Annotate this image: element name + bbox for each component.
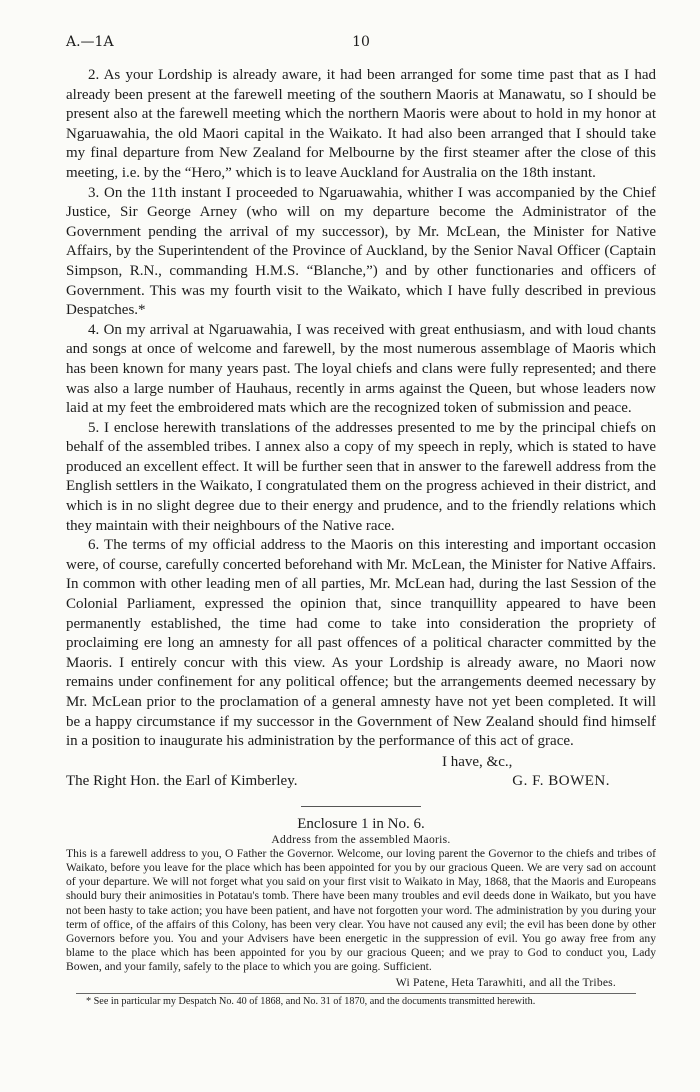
paragraph-6: 6. The terms of my official address to the Maoris on this interesting and important occasion were, of course, carefully concerted beforehand with Mr. McLean, the Minister for Native Affairs. In common with other leading men of all parties, Mr. McLean had, during the last Session of the Colonial Parliament, expressed the opinion that, since tranquillity appeared to have been permanently established, the time had come to take into consideration the propriety of proclaiming ere long an amnesty for all past offences of a political character committed by the Maoris. I entirely concur with this view. As your Lordship is already aware, no Maori now remains under confinement for any political offence; but the arrangements deemed necessary by Mr. McLean prior to the proclamation of a general amnesty have not yet been completed. It will be a happy circumstance if my successor in the Government of New Zealand should find himself in a position to inaugurate his administration by the performance of this act of grace.: [66, 537, 656, 750]
running-header: [66, 34, 656, 54]
enclosure-text: This is a farewell address to you, O Father the Governor. Welcome, our loving parent the Governor to the chiefs and tribes of Waikato, before you leave for the place which has been appointed for you by our gracious Queen. We are very sad on account of your departure. We will not forget what you said on your first visit to Waikato in May, 1868, that the Maoris and Europeans should bury their animosities in Potatau's tomb. There have been many troubles and evil deeds done in Waikato, but you have not been hasty to take action; you have been patient, and have not forgotten your word. The administration by you during your term of office, of the affairs of this Colony, has been very clear. You have not caused any evil; the evil has been done by other Governors before you. You and your Advisers have been energetic in the suppression of evil. You go away free from any blame to the place which has been appointed for you by our gracious Queen; and we pray to God to conduct you, Lady Bowen, and your family, safely to the place to which you are going. Sufficient.: [66, 846, 656, 974]
enclosure-title: Enclosure 1 in No. 6.: [297, 815, 425, 832]
despatch-body: [66, 66, 656, 1007]
footnote: * See in particular my Despatch No. 40 of 1868, and No. 31 of 1870, and the documents transmitted herewith.: [86, 995, 536, 1007]
enclosure-subtitle: Address from the assembled Maoris.: [271, 833, 451, 846]
addressee: The Right Hon. the Earl of Kimberley.: [66, 772, 298, 789]
paragraph-3: 3. On the 11th instant I proceeded to Ngaruawahia, whither I was accompanied by the Chief Justice, Sir George Arney (who will on my departure become the Administrator of the Government pending the arrival of my successor), by Mr. McLean, the Minister for Native Affairs, by the Superintendent of the Province of Auckland, by the Senior Naval Officer (Captain Simpson, R.N., commanding H.M.S. “Blanche,”) and by other functionaries and officers of Government. This was my fourth visit to the Waikato, which I have fully described in previous Despatches.*: [66, 184, 656, 319]
closing-formula: I have, &c.,: [442, 753, 513, 770]
enclosure-signatories: Wi Patene, Heta Tarawhiti, and all the Tribes.: [395, 975, 616, 989]
signature: G. F. BOWEN.: [512, 772, 610, 789]
page-number: 10: [352, 34, 370, 50]
document-reference: A.—1A: [66, 34, 114, 50]
footnote-divider: [76, 993, 636, 994]
letter-closing: [66, 752, 656, 794]
section-divider: [301, 806, 421, 807]
paragraph-5: 5. I enclose herewith translations of the addresses presented to me by the principal chiefs on behalf of the assembled tribes. I annex also a copy of my speech in reply, which is stated to have produced an excellent effect. It will be further seen that in answer to the farewell address from the English settlers in the Waikato, I congratulated them on the progress achieved in their district, and which is in no slight degree due to their energy and prudence, and to the friendly relations which they maintain with their neighbours of the Native race.: [66, 419, 656, 534]
paragraph-4: 4. On my arrival at Ngaruawahia, I was received with great enthusiasm, and with loud chants and songs at once of welcome and farewell, by the most numerous assemblage of Maoris which has been known for many years past. The loyal chiefs and clans were fully represented; and there was also a large number of Hauhaus, recently in arms against the Queen, but whose leaders now laid at my feet the embroidered mats which are the recognized token of submission and peace.: [66, 321, 656, 417]
paragraph-2: 2. As your Lordship is already aware, it had been arranged for some time past that as I had already been present at the farewell meeting of the southern Maoris at Manawatu, so I should be present also at the farewell meeting which the northern Maoris were about to hold in my honor at Ngaruawahia, the old Maori capital in the Waikato. It had also been arranged that I should take my final departure from New Zealand for Melbourne by the first steamer after the close of this meeting, i.e. by the “Hero,” which is to leave Auckland for Australia on the 18th instant.: [66, 67, 656, 181]
